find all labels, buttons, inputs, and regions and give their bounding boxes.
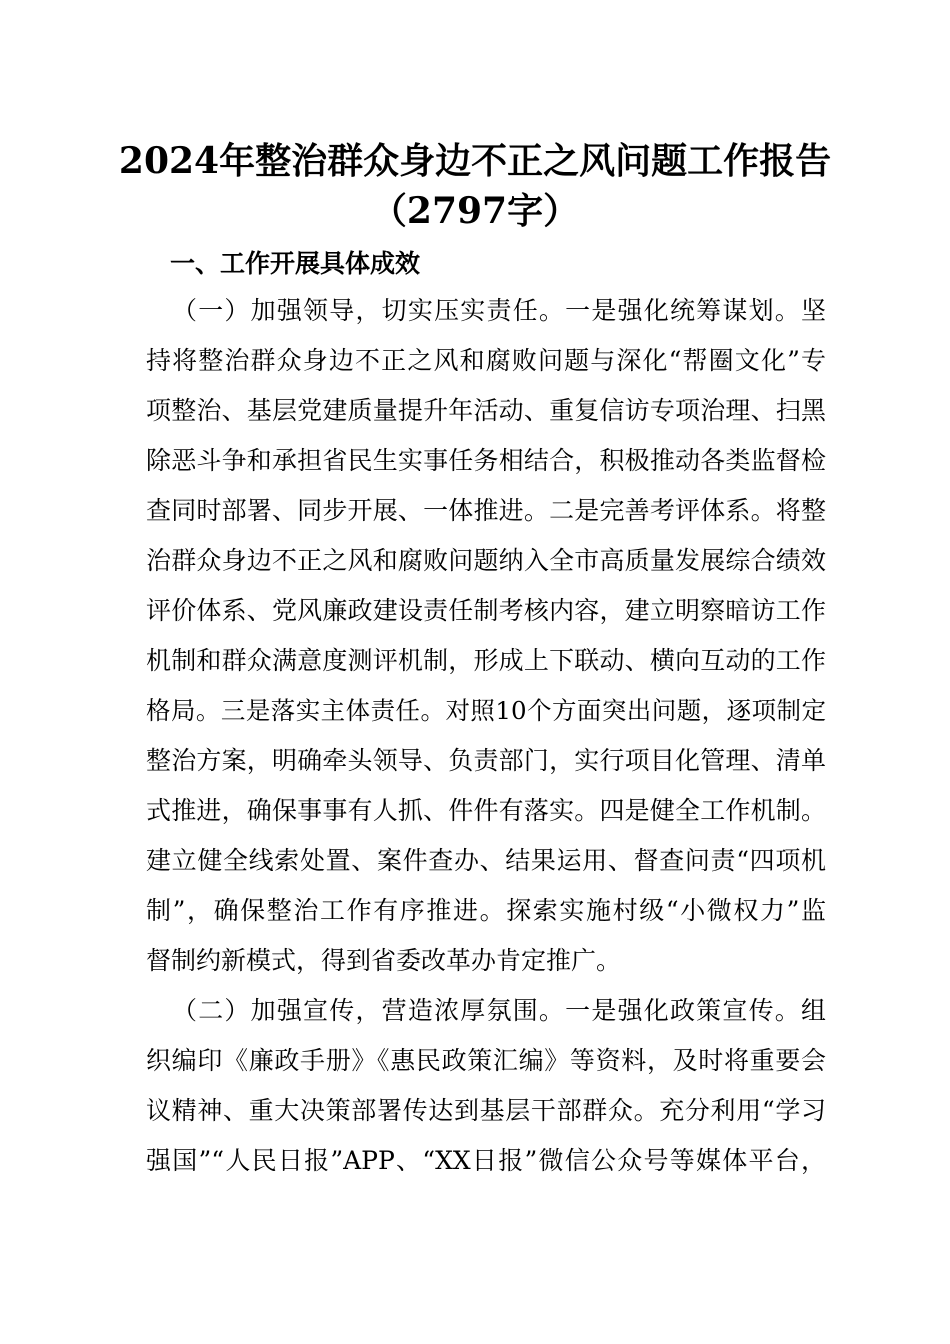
paragraph-line: （一）加强领导，切实压实责任。一是强化统筹谋划。坚 — [172, 296, 826, 325]
paragraph-line: 评价体系、党风廉政建设责任制考核内容，建立明察暗访工作 — [146, 596, 826, 625]
paragraph-line: 建立健全线索处置、案件查办、结果运用、督查问责“四项机 — [146, 846, 826, 875]
paragraph-line: 督制约新模式，得到省委改革办肯定推广。 — [146, 946, 622, 975]
paragraph-line: 治群众身边不正之风和腐败问题纳入全市高质量发展综合绩效 — [146, 546, 826, 575]
document-title: 2024年整治群众身边不正之风问题工作报告 — [118, 140, 832, 182]
paragraph-line: 织编印《廉政手册》《惠民政策汇编》等资料，及时将重要会 — [146, 1046, 826, 1075]
paragraph-line: 议精神、重大决策部署传达到基层干部群众。充分利用“学习 — [146, 1096, 826, 1125]
paragraph-line: （二）加强宣传，营造浓厚氛围。一是强化政策宣传。组 — [172, 996, 826, 1025]
paragraph-line: 机制和群众满意度测评机制，形成上下联动、横向互动的工作 — [146, 646, 826, 675]
paragraph-line: 格局。三是落实主体责任。对照10个方面突出问题，逐项制定 — [146, 696, 826, 725]
paragraph-line: 项整治、基层党建质量提升年活动、重复信访专项治理、扫黑 — [146, 396, 826, 425]
paragraph-line: 整治方案，明确牵头领导、负责部门，实行项目化管理、清单 — [146, 746, 826, 775]
document-word-count: （2797字） — [370, 190, 580, 232]
paragraph-line: 式推进，确保事事有人抓、件件有落实。四是健全工作机制。 — [146, 796, 826, 825]
paragraph-line: 持将整治群众身边不正之风和腐败问题与深化“帮圈文化”专 — [146, 346, 826, 375]
paragraph-line: 除恶斗争和承担省民生实事任务相结合，积极推动各类监督检 — [146, 446, 826, 475]
paragraph-line: 强国”“人民日报”APP、“XX日报”微信公众号等媒体平台， — [146, 1146, 826, 1175]
paragraph-line: 查同时部署、同步开展、一体推进。二是完善考评体系。将整 — [146, 496, 826, 525]
paragraph-line: 制”，确保整治工作有序推进。探索实施村级“小微权力”监 — [146, 896, 826, 925]
section-heading: 一、工作开展具体成效 — [170, 249, 421, 278]
